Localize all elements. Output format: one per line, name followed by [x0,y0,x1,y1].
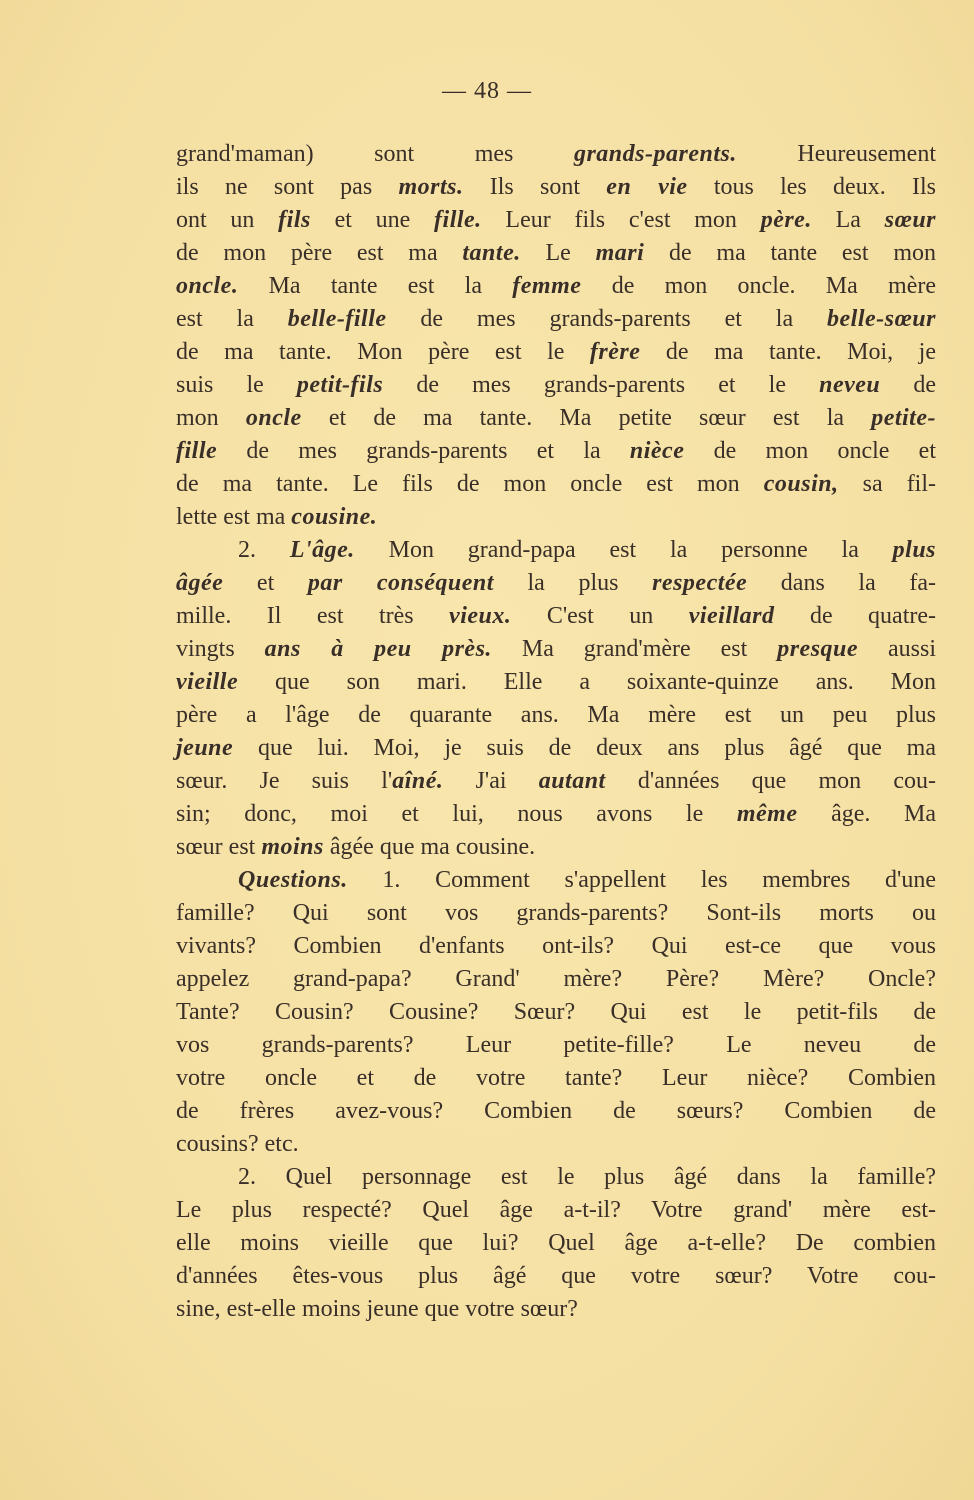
text-segment: de mon père est ma [176,240,463,266]
text-segment: sa fil- [838,471,937,497]
text-segment: et [223,570,308,596]
italic-term: oncle [245,405,302,431]
text-line [176,1227,936,1260]
text-segment: La [811,207,885,233]
text-segment: dans la fa- [747,570,937,596]
text-line [176,666,936,699]
italic-term: fils [278,207,311,233]
text-line [176,1062,936,1095]
italic-term: Questions. [238,867,348,893]
text-line [176,1260,936,1293]
text-line [176,402,936,435]
text-segment: vos grands-parents? Leur petite-fille? Le neveu de [176,1032,936,1058]
text-segment: cousins? etc. [176,1131,299,1157]
italic-term: père. [760,207,812,233]
text-line [176,369,936,402]
text-line [176,138,936,171]
text-line [176,963,936,996]
italic-term: vieillard [688,603,775,629]
text-segment: père a l'âge de quarante ans. Ma mère est un peu plus [176,702,936,728]
text-segment: de ma tante. Mon père est le [176,339,590,365]
text-segment: ont un [176,207,279,233]
text-segment: sine, est-elle moins jeune que votre sœur? [176,1296,578,1322]
text-segment: vingts [176,636,265,662]
text-segment: sœur est [176,834,262,860]
text-segment: 2. [238,537,290,563]
italic-term: plus [892,537,937,563]
text-line [176,171,936,204]
text-segment: Le plus respecté? Quel âge a-t-il? Votre grand' mère est- [176,1197,936,1223]
italic-term: même [736,801,798,827]
text-segment: Ma tante est la [238,273,513,299]
text-segment: suis le [176,372,297,398]
text-segment: que son mari. Elle a soixante-quinze ans. Mon [238,669,936,695]
text-segment: C'est un [511,603,689,629]
italic-term: fille. [434,207,482,233]
text-segment: Heureusement [736,141,936,167]
text-line [176,204,936,237]
text-line [176,534,936,567]
text-segment: de ma tante est mon [644,240,936,266]
text-line [176,996,936,1029]
italic-term: frère [589,339,641,365]
italic-term: nièce [629,438,685,464]
italic-term: âgée [176,570,224,596]
text-segment: de ma tante. Moi, je [640,339,936,365]
text-segment: mon [176,405,246,431]
text-segment: que lui. Moi, je suis de deux ans plus âgé que ma [233,735,936,761]
text-line [176,864,936,897]
text-segment: Le [520,240,596,266]
text-segment: âge. Ma [797,801,936,827]
text-segment: de ma tante. Le fils de mon oncle est mon [176,471,764,497]
italic-term: belle-fille [287,306,387,332]
text-line [176,600,936,633]
text-segment: Tante? Cousin? Cousine? Sœur? Qui est le petit-fils de [176,999,936,1025]
text-segment: de [880,372,937,398]
text-segment: grand'maman) sont mes [176,141,574,167]
italic-term: fille [176,438,218,464]
text-segment: âgée que ma cousine. [323,834,536,860]
text-segment: appelez grand-papa? Grand' mère? Père? Mère? Oncle? [176,966,936,992]
italic-term: oncle. [176,273,239,299]
italic-term: tante. [462,240,521,266]
text-line [176,1293,936,1326]
text-segment: vivants? Combien d'enfants ont-ils? Qui est-ce que vous [176,933,936,959]
text-line [176,336,936,369]
text-line [176,732,936,765]
italic-term: L'âge. [289,537,355,563]
italic-term: belle-sœur [827,306,936,332]
italic-term: cousine. [291,504,378,530]
italic-term: cousin, [763,471,839,497]
italic-term: respectée [652,570,748,596]
text-segment: sin; donc, moi et lui, nous avons le [176,801,737,827]
text-segment: J'ai [443,768,539,794]
italic-term: vieille [176,669,239,695]
text-segment: aussi [858,636,936,662]
text-segment: 1. Comment s'appellent les membres d'une [347,867,936,893]
italic-term: grands-parents. [573,141,737,167]
italic-term: sœur [884,207,936,233]
italic-term: moins [261,834,324,860]
text-line [176,1161,936,1194]
text-segment: de frères avez-vous? Combien de sœurs? Combien de [176,1098,936,1124]
text-segment: Mon grand-papa est la personne la [354,537,893,563]
text-segment: de mes grands-parents et le [383,372,820,398]
italic-term: petit-fils [296,372,384,398]
text-segment: d'années êtes-vous plus âgé que votre sœur? Votre cou- [176,1263,936,1289]
text-segment: ils ne sont pas [176,174,399,200]
italic-term: autant [538,768,606,794]
text-line [176,897,936,930]
text-line [176,765,936,798]
text-segment: et une [310,207,435,233]
text-line [176,930,936,963]
italic-term: femme [512,273,582,299]
text-line [176,567,936,600]
text-segment: de quatre- [774,603,936,629]
text-line [176,1095,936,1128]
text-segment: tous les deux. Ils [687,174,936,200]
italic-term: petite- [871,405,936,431]
text-segment: mille. Il est très [176,603,450,629]
text-line [176,270,936,303]
text-line [176,237,936,270]
text-segment: est la [176,306,288,332]
italic-term: mari [595,240,645,266]
text-segment: elle moins vieille que lui? Quel âge a-t-elle? De combien [176,1230,936,1256]
italic-term: ans à peu près. [264,636,492,662]
text-line [176,501,936,534]
italic-term: jeune [176,735,234,761]
text-segment: famille? Qui sont vos grands-parents? Sont-ils morts ou [176,900,936,926]
text-line [176,1128,936,1161]
text-line [176,699,936,732]
text-segment: de mes grands-parents et la [386,306,827,332]
italic-term: neveu [819,372,881,398]
page-number: — 48 — [442,78,532,104]
text-segment: et de ma tante. Ma petite sœur est la [301,405,872,431]
text-line [176,1194,936,1227]
italic-term: aîné. [392,768,444,794]
text-segment: votre oncle et de votre tante? Leur nièce? Combien [176,1065,936,1091]
italic-term: presque [777,636,859,662]
text-line [176,435,936,468]
text-line [176,468,936,501]
italic-term: morts. [398,174,464,200]
italic-term: en vie [606,174,688,200]
text-line [176,831,936,864]
text-segment: de mon oncle et [684,438,936,464]
body-text [176,138,936,1326]
text-segment: de mes grands-parents et la [217,438,630,464]
text-line [176,798,936,831]
text-segment: de mon oncle. Ma mère [581,273,936,299]
text-segment: Ils sont [463,174,607,200]
text-line [176,633,936,666]
text-segment: 2. Quel personnage est le plus âgé dans la famille? [238,1164,936,1190]
italic-term: par conséquent [307,570,494,596]
text-segment: Leur fils c'est mon [481,207,761,233]
text-segment: Ma grand'mère est [491,636,778,662]
text-segment: la plus [493,570,653,596]
text-segment: lette est ma [176,504,292,530]
text-segment: sœur. Je suis l' [176,768,393,794]
text-segment: d'années que mon cou- [605,768,936,794]
text-line [176,1029,936,1062]
italic-term: vieux. [449,603,512,629]
text-line [176,303,936,336]
